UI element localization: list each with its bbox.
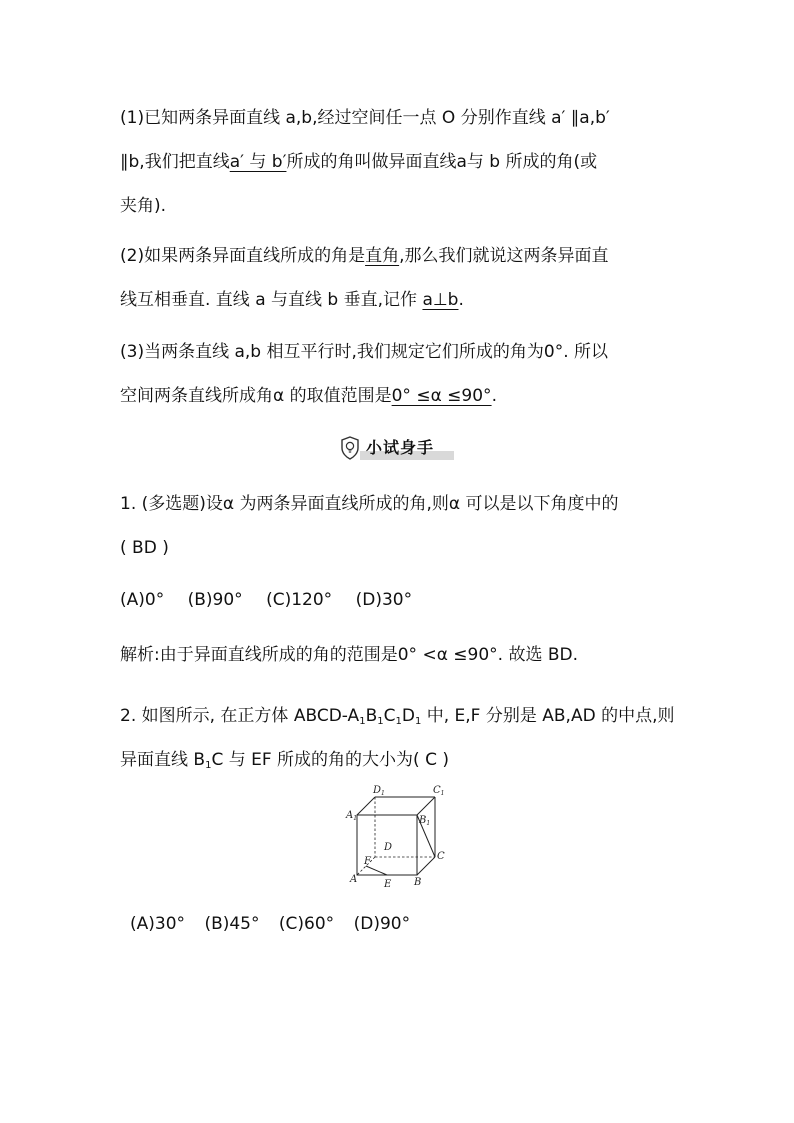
shield-bulb-icon bbox=[340, 436, 360, 460]
paragraph-3 bbox=[120, 330, 680, 418]
q2-sub-b1: 1 bbox=[377, 716, 384, 727]
section-heading bbox=[340, 436, 454, 462]
q2-line-1 bbox=[120, 694, 680, 738]
p2-line-2-text-a: 线互相垂直. 直线 a 与直线 b 垂直,记作 bbox=[120, 290, 423, 310]
p1-line-2-text-b: 所成的角叫做异面直线a与 b 所成的角(或 bbox=[286, 152, 598, 172]
q1-analysis-block bbox=[120, 633, 680, 677]
q2-option-c: (C)60° bbox=[278, 914, 335, 934]
label-f: F bbox=[364, 856, 371, 867]
q1-answer: ( BD ) bbox=[120, 538, 169, 558]
q2-sub-b1-line2: 1 bbox=[205, 760, 212, 771]
q2-sub-c1: 1 bbox=[395, 716, 402, 727]
q2-option-b: (B)45° bbox=[204, 914, 260, 934]
p1-answer-underline: a′ 与 b′ bbox=[229, 152, 287, 172]
q2-line-1-a: 2. 如图所示, 在正方体 ABCD-A bbox=[120, 706, 360, 726]
q1-analysis: 解析:由于异面直线所成的角的范围是0° <α ≤90°. 故选 BD. bbox=[120, 645, 579, 665]
q1-option-c: (C)120° bbox=[266, 590, 333, 610]
paragraph-1 bbox=[120, 96, 680, 228]
label-d1: $D_1$ bbox=[373, 785, 385, 797]
p2-line-1-text-a: (2)如果两条异面直线所成的角是 bbox=[120, 246, 366, 266]
p3-line-2-text-a: 空间两条直线所成角α 的取值范围是 bbox=[120, 386, 392, 406]
q2-line-2 bbox=[120, 738, 680, 782]
p2-line-2-text-b: . bbox=[458, 290, 464, 310]
label-d: D bbox=[384, 842, 393, 853]
p3-line-1: (3)当两条直线 a,b 相互平行时,我们规定它们所成的角为0°. 所以 bbox=[120, 342, 609, 362]
p2-line-1 bbox=[120, 234, 680, 278]
p2-answer-underline-2: a⊥b bbox=[422, 290, 459, 310]
cube-edge-bc bbox=[417, 857, 435, 875]
q2-line-2-b: C 与 EF 所成的角的大小为( C ) bbox=[211, 750, 449, 770]
q2-line-1-d: D bbox=[401, 706, 415, 726]
p1-line-2-text-a: ∥b,我们把直线 bbox=[120, 152, 230, 172]
question-2 bbox=[120, 694, 680, 782]
p1-line-1: (1)已知两条异面直线 a,b,经过空间任一点 O 分别作直线 a′ ∥a,b′ bbox=[120, 108, 610, 128]
label-c: C bbox=[437, 851, 445, 862]
label-b: B bbox=[414, 877, 422, 888]
label-a1: $A_1$ bbox=[346, 810, 358, 822]
p3-line-2-text-b: . bbox=[491, 386, 497, 406]
q2-line-2-a: 异面直线 B bbox=[120, 750, 206, 770]
label-e: E bbox=[384, 879, 392, 890]
q1-options bbox=[120, 583, 430, 617]
label-c1: $C_1$ bbox=[433, 785, 445, 797]
section-title: 小试身手 bbox=[366, 438, 435, 457]
label-a: A bbox=[350, 874, 358, 885]
question-1 bbox=[120, 482, 680, 570]
q1-option-d: (D)30° bbox=[355, 590, 413, 610]
q2-option-a: (A)30° bbox=[130, 914, 186, 934]
p2-line-2 bbox=[120, 278, 680, 322]
paragraph-2 bbox=[120, 234, 680, 322]
q2-options bbox=[130, 907, 424, 941]
q1-option-a: (A)0° bbox=[120, 590, 165, 610]
q2-line-1-b: B bbox=[365, 706, 378, 726]
label-b1: $B_1$ bbox=[419, 815, 431, 827]
p2-answer-underline-1: 直角 bbox=[365, 246, 400, 266]
cube-figure bbox=[335, 783, 455, 893]
q2-line-1-c: C bbox=[383, 706, 396, 726]
p1-line-3: 夹角). bbox=[120, 196, 167, 216]
p2-line-1-text-b: ,那么我们就说这两条异面直 bbox=[399, 246, 609, 266]
p3-line-2 bbox=[120, 374, 680, 418]
q2-line-1-e: 中, E,F 分别是 AB,AD 的中点,则 bbox=[421, 706, 675, 726]
q2-option-d: (D)90° bbox=[353, 914, 411, 934]
q2-sub-d1: 1 bbox=[414, 716, 422, 727]
p1-line-2 bbox=[120, 140, 680, 184]
cube-edge-b1c1 bbox=[417, 797, 435, 815]
p3-answer-underline: 0° ≤α ≤90° bbox=[391, 386, 492, 406]
cube-edge-a1d1 bbox=[357, 797, 375, 815]
segment-ef bbox=[366, 866, 387, 875]
q1-option-b: (B)90° bbox=[187, 590, 243, 610]
q1-stem: 1. (多选题)设α 为两条异面直线所成的角,则α 可以是以下角度中的 bbox=[120, 494, 619, 514]
q2-sub-a1: 1 bbox=[359, 716, 366, 727]
